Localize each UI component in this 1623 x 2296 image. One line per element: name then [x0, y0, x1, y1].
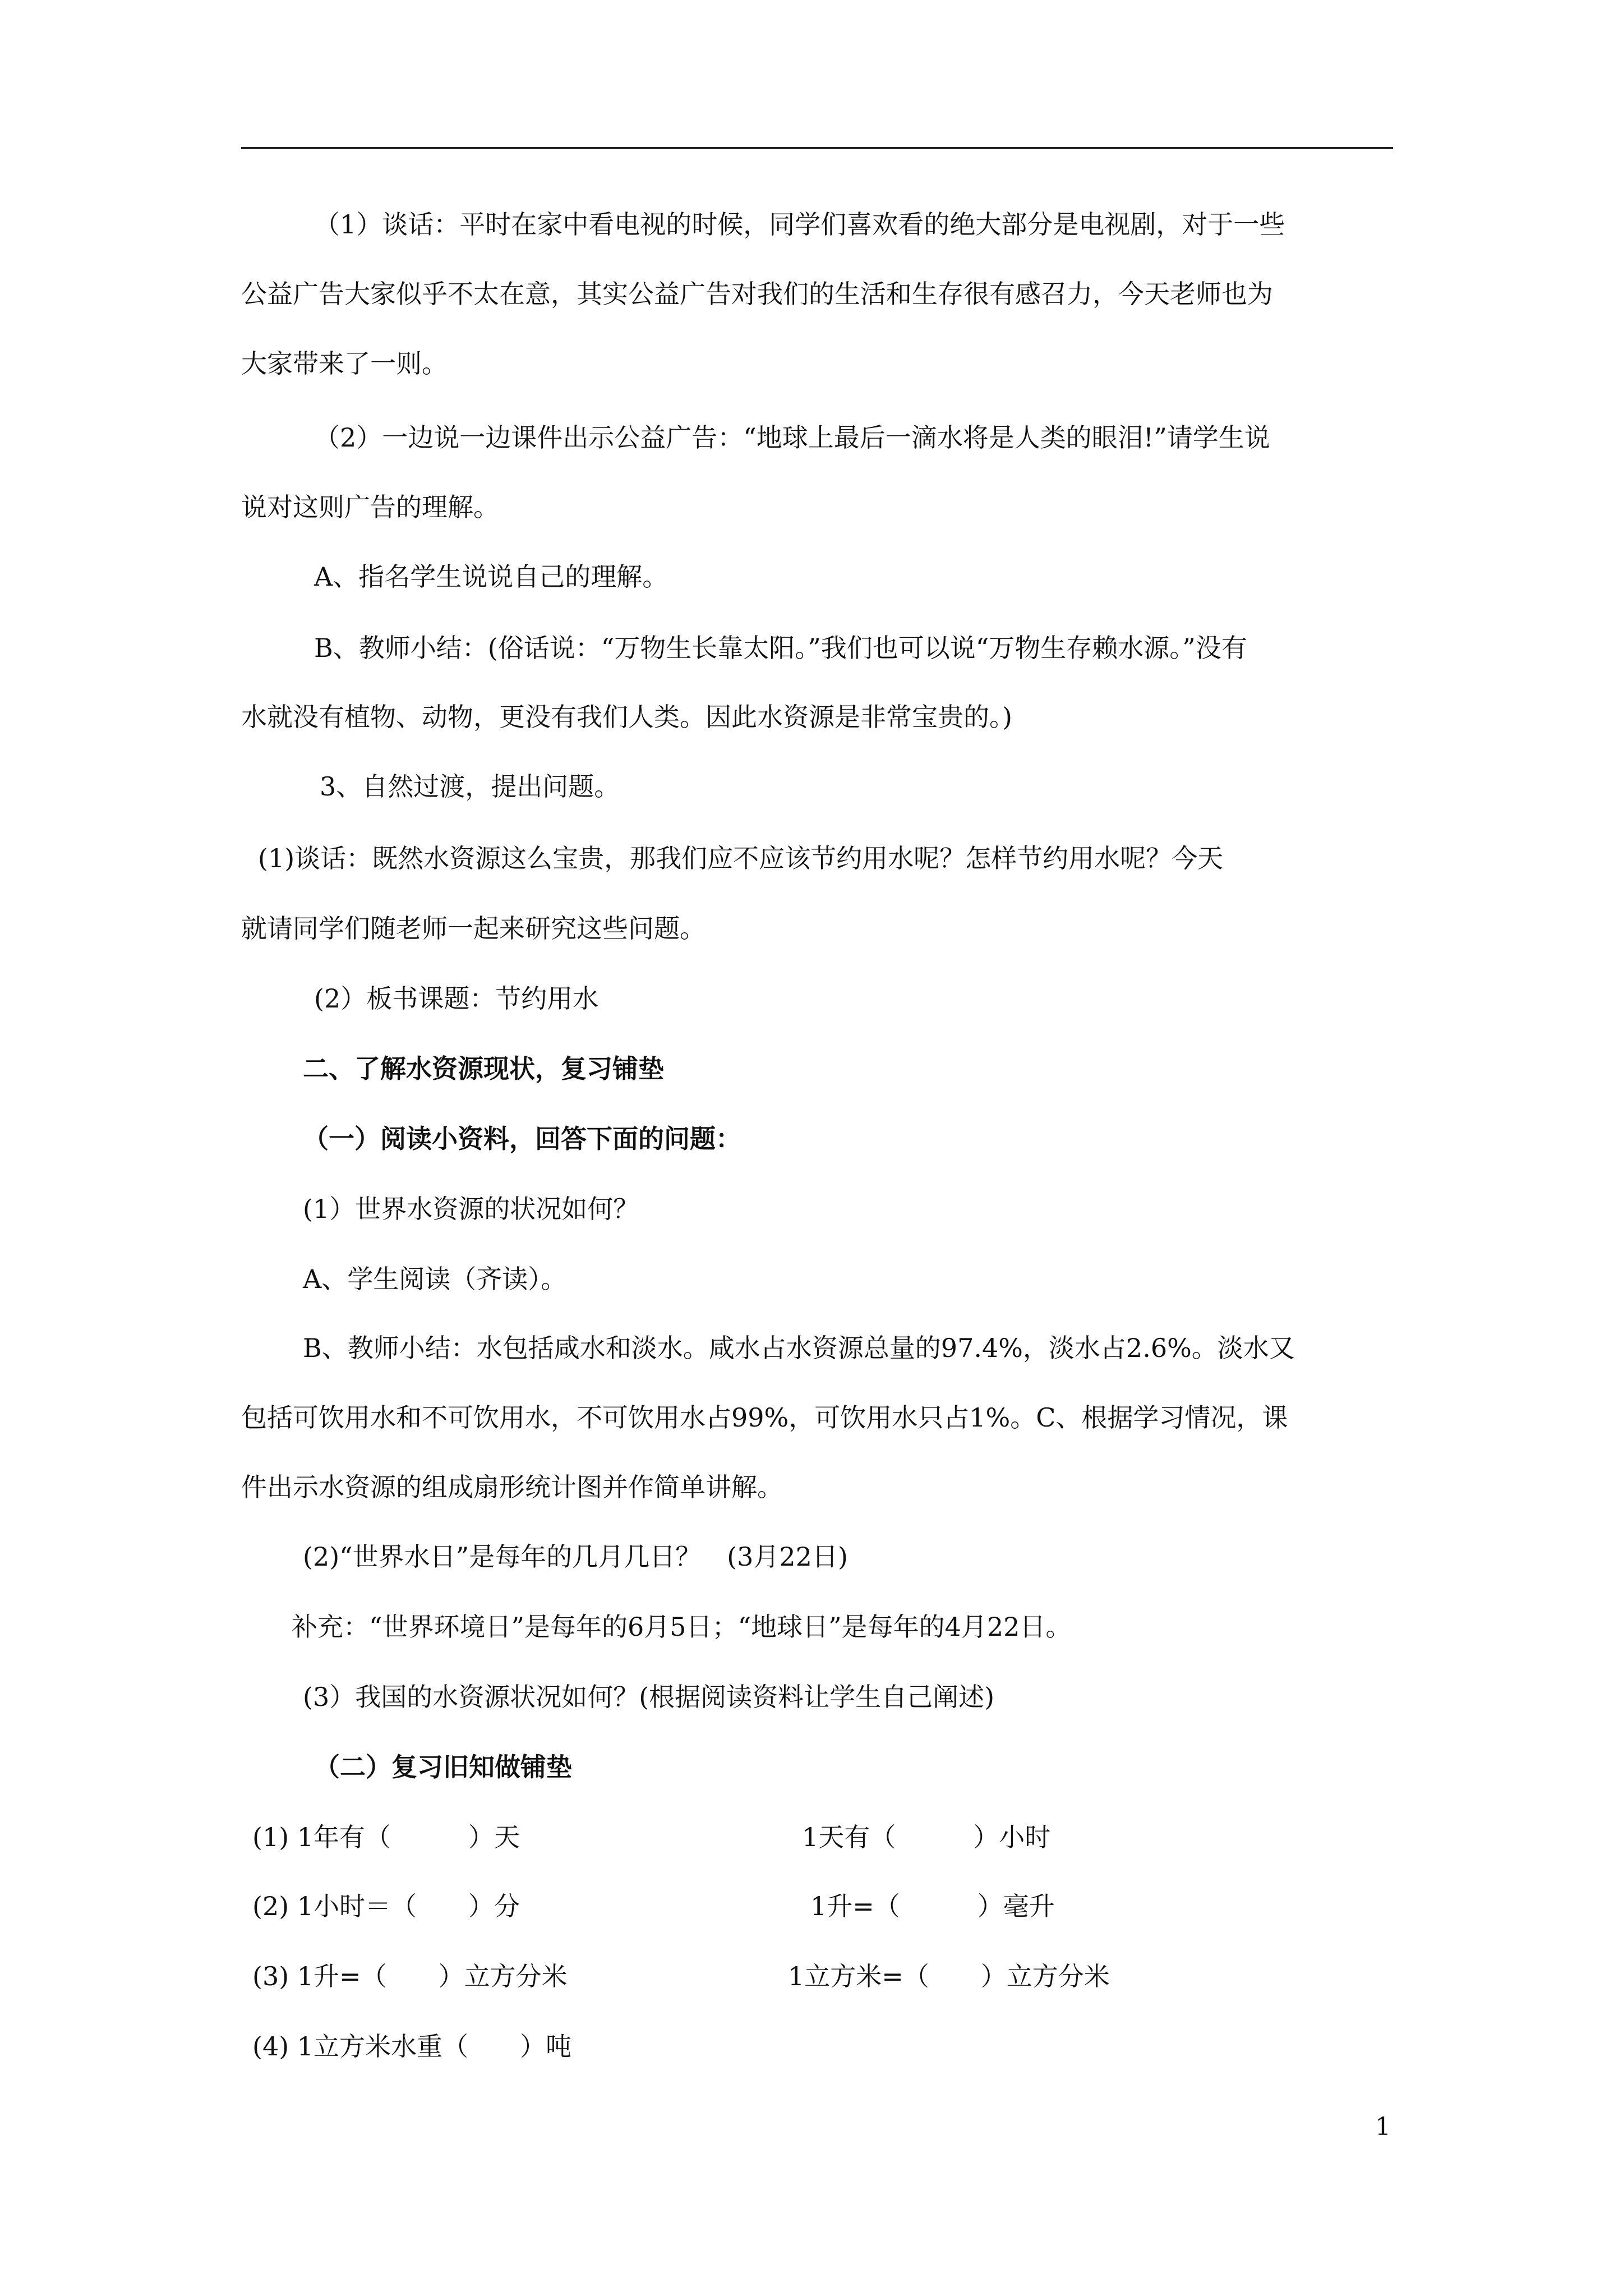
text-line: 3、自然过渡，提出问题。 [320, 771, 620, 802]
exercise-right: 1升=（ ）毫升 [810, 1891, 1055, 1921]
text-line: （1）谈话：平时在家中看电视的时候，同学们喜欢看的绝大部分是电视剧，对于一些 [314, 209, 1285, 240]
text-line: (2）板书课题：节约用水 [314, 983, 599, 1014]
text-line: 件出示水资源的组成扇形统计图并作简单讲解。 [241, 1472, 783, 1502]
header-rule [241, 147, 1393, 149]
text-line: (2)“世界水日”是每年的几月几日？ (3月22日) [303, 1542, 848, 1572]
text-line: B、教师小结：(俗话说：“万物生长靠太阳。”我们也可以说“万物生存赖水源。”没有 [314, 633, 1247, 663]
exercise-right: 1立方米=（ ）立方分米 [788, 1961, 1110, 1991]
exercise-left: (2) 1小时＝（ ）分 [252, 1891, 520, 1921]
text-line: 水就没有植物、动物，更没有我们人类。因此水资源是非常宝贵的。) [241, 702, 1012, 732]
text-line: 说对这则广告的理解。 [241, 492, 499, 522]
text-line: A、学生阅读（齐读）。 [303, 1264, 567, 1294]
text-line: 包括可饮用水和不可饮用水，不可饮用水占99%，可饮用水只占1%。C、根据学习情况，课 [241, 1402, 1288, 1433]
exercise-right: 1天有（ ）小时 [802, 1822, 1051, 1852]
text-line: B、教师小结：水包括咸水和淡水。咸水占水资源总量的97.4%，淡水占2.6%。淡水又 [303, 1333, 1295, 1363]
exercise-left: (1) 1年有（ ）天 [252, 1822, 520, 1852]
exercise-left: (4) 1立方米水重（ ）吨 [252, 2031, 572, 2062]
page-number: 1 [1375, 2113, 1391, 2141]
text-line: 就请同学们随老师一起来研究这些问题。 [241, 913, 706, 944]
subsection-heading: （一）阅读小资料，回答下面的问题： [303, 1124, 741, 1154]
text-line: (1)谈话：既然水资源这么宝贵，那我们应不应该节约用水呢？怎样节约用水呢？今天 [258, 843, 1224, 873]
text-line: 补充：“世界环境日”是每年的6月5日；“地球日”是每年的4月22日。 [292, 1612, 1072, 1642]
text-line: 公益广告大家似乎不太在意，其实公益广告对我们的生活和生存很有感召力，今天老师也为 [241, 279, 1273, 309]
text-line: 大家带来了一则。 [241, 348, 448, 379]
text-line: (3）我国的水资源状况如何？(根据阅读资料让学生自己阐述) [303, 1682, 995, 1712]
subsection-heading: （二）复习旧知做铺垫 [314, 1752, 572, 1782]
text-line: (1）世界水资源的状况如何？ [303, 1194, 639, 1224]
exercise-left: (3) 1升=（ ）立方分米 [252, 1961, 568, 1991]
section-heading: 二、了解水资源现状，复习铺垫 [303, 1053, 664, 1084]
text-line: （2）一边说一边课件出示公益广告：“地球上最后一滴水将是人类的眼泪!”请学生说 [314, 422, 1270, 453]
text-line: A、指名学生说说自己的理解。 [314, 562, 668, 592]
